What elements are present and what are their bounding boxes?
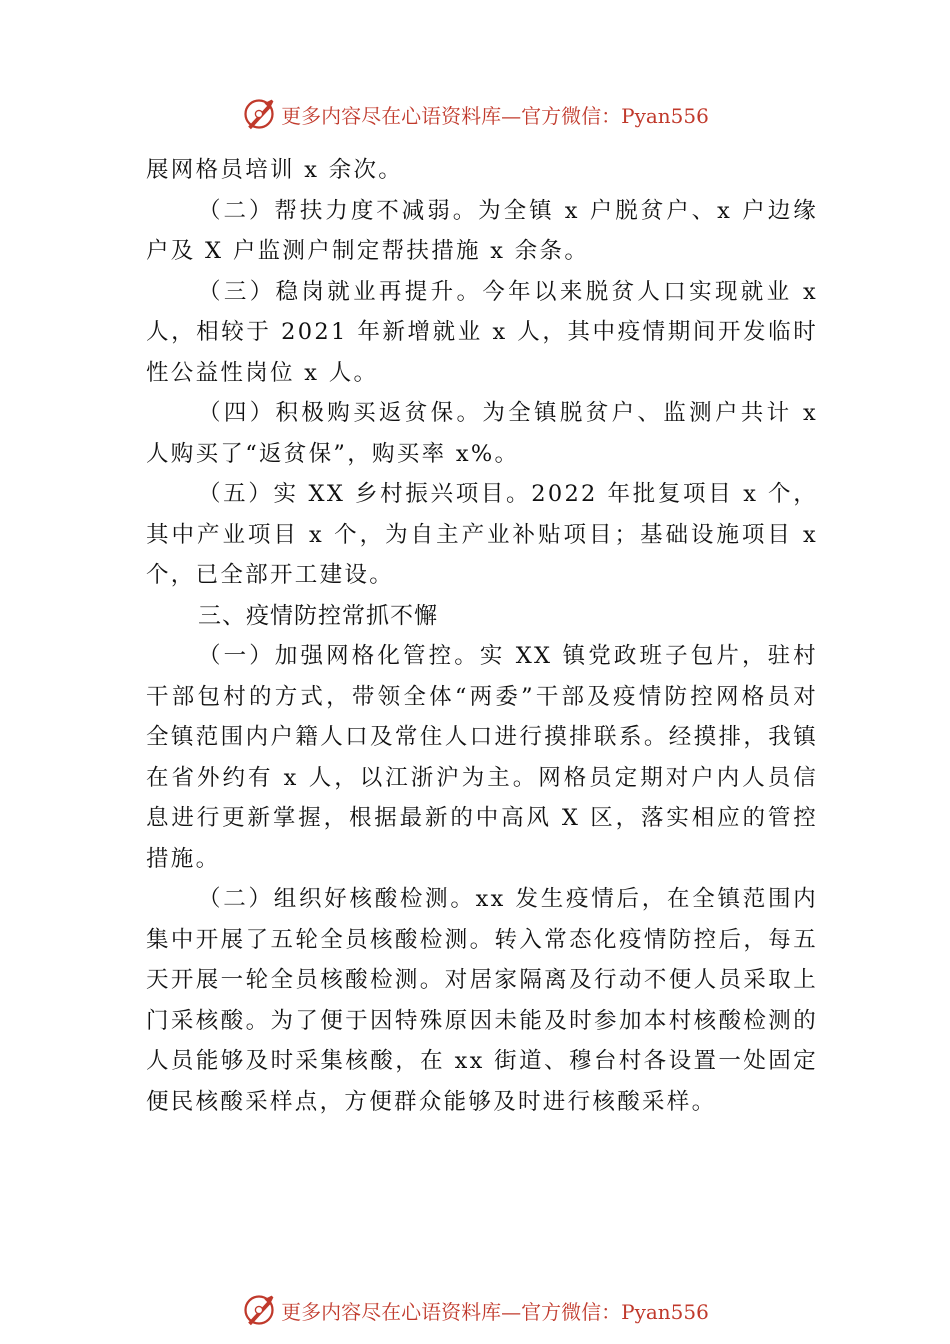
paragraph: 展网格员培训 x 余次。 (146, 157, 404, 183)
watermark-text: 更多内容尽在心语资料库—官方微信：Pyan556 (281, 1299, 709, 1324)
document-body (146, 150, 818, 1122)
pen-nib-logo-icon (241, 96, 277, 132)
paragraph: （四）积极购买返贫保。为全镇脱贫户、监测户共计 x 人购买了“返贫保”，购买率 x%。 (146, 400, 818, 467)
paragraph: （五）实 XX 乡村振兴项目。2022 年批复项目 x 个，其中产业项目 x 个，为自主产业补贴项目；基础设施项目 x 个，已全部开工建设。 (146, 481, 818, 588)
header-watermark-banner (0, 94, 950, 134)
watermark-text: 更多内容尽在心语资料库—官方微信：Pyan556 (281, 103, 709, 128)
section-heading: 三、疫情防控常抓不懈 (198, 602, 438, 629)
pen-nib-logo-icon (241, 1292, 277, 1328)
paragraph: （三）稳岗就业再提升。今年以来脱贫人口实现就业 x 人，相较于 2021 年新增就业 x 人，其中疫情期间开发临时性公益性岗位 x 人。 (146, 278, 818, 386)
footer-watermark-banner (0, 1290, 950, 1330)
paragraph: （二）组织好核酸检测。xx 发生疫情后，在全镇范围内集中开展了五轮全员核酸检测。转入常态化疫情防控后，每五天开展一轮全员核酸检测。对居家隔离及行动不便人员采取上门采核酸。为了便于因特殊原因未能及时参加本村核酸检测的人员能够及时采集核酸，在 xx 街道、穆台村各设置一处固定便民核酸采样点，方便群众能够及时进行核酸采样。 (146, 886, 818, 1115)
paragraph: （一）加强网格化管控。实 XX 镇党政班子包片，驻村干部包村的方式，带领全体“两委”干部及疫情防控网格员对全镇范围内户籍人口及常住人口进行摸排联系。经摸排，我镇在省外约有 x 人，以江浙沪为主。网格员定期对户内人员信息进行更新掌握，根据最新的中高风 X 区，落实相应的管控措施。 (146, 643, 818, 872)
paragraph: （二）帮扶力度不减弱。为全镇 x 户脱贫户、x 户边缘户及 X 户监测户制定帮扶措施 x 余条。 (146, 197, 818, 264)
